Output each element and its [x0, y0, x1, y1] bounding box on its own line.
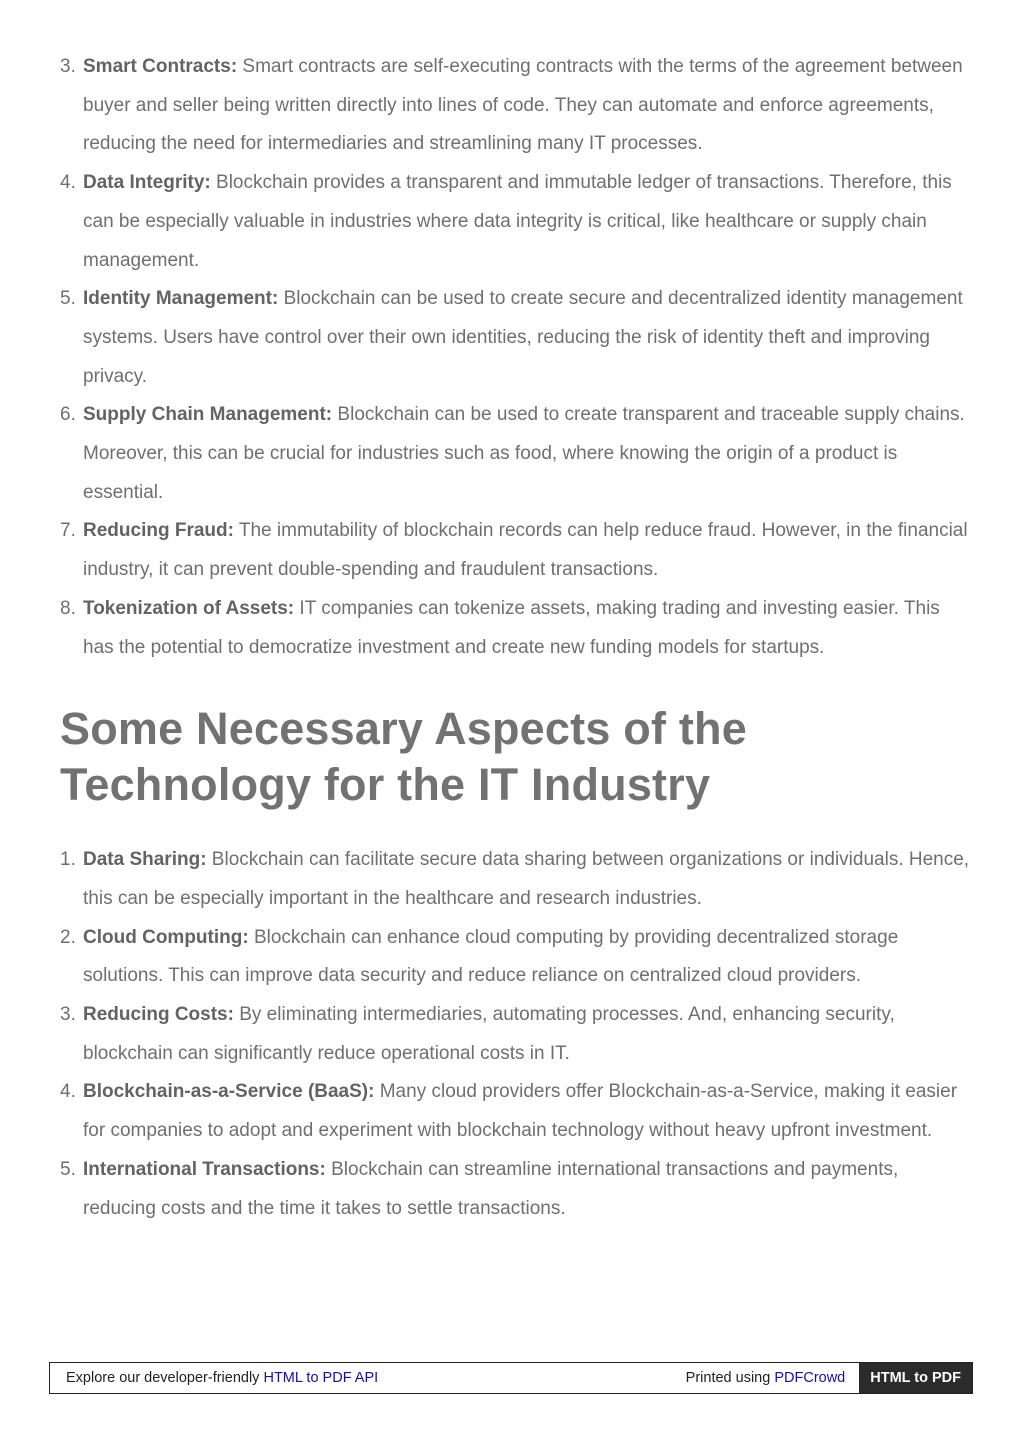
list-item [60, 512, 972, 589]
footer-printed [686, 1370, 860, 1386]
item-term: Blockchain-as-a-Service (BaaS): [83, 1081, 375, 1103]
list-item [60, 1151, 972, 1228]
footer-explore-text: Explore our developer-friendly [66, 1370, 264, 1386]
item-text: The immutability of blockchain records can help reduce fraud. However, in the financial industry, it can prevent double-spending and fraudulent transactions. [83, 520, 968, 581]
list-item [60, 396, 972, 512]
article-content [60, 48, 972, 1228]
benefits-list [60, 48, 972, 667]
list-item [60, 590, 972, 667]
item-term: Supply Chain Management: [83, 404, 333, 426]
item-text: IT companies can tokenize assets, making trading and investing easier. This has the potential to democratize investment and create new funding models for startups. [83, 597, 940, 658]
item-number: 8. [60, 597, 76, 619]
item-number: 1. [60, 849, 76, 871]
list-item [60, 1073, 972, 1150]
item-term: Reducing Fraud: [83, 520, 234, 542]
item-term: Cloud Computing: [83, 926, 249, 948]
item-text: Blockchain can be used to create transparent and traceable supply chains. Moreover, this can be crucial for industries such as food, where knowing the origin of a product is essential. [83, 404, 965, 503]
item-text: By eliminating intermediaries, automating processes. And, enhancing security, blockchain can significantly reduce operational costs in IT. [83, 1004, 895, 1064]
item-term: Data Integrity: [83, 172, 211, 194]
item-number: 7. [60, 520, 76, 542]
list-item [60, 841, 972, 918]
item-term: Data Sharing: [83, 849, 207, 871]
aspects-list [60, 841, 972, 1228]
item-term: Tokenization of Assets: [83, 597, 295, 619]
list-item [60, 280, 972, 396]
section-heading: Some Necessary Aspects of the Technology for the IT Industry [60, 703, 747, 811]
item-text: Blockchain can facilitate secure data sharing between organizations or individuals. Hence, this can be especially important in the healthcare and research industries. [83, 849, 970, 909]
item-number: 3. [60, 1004, 76, 1026]
item-text: Many cloud providers offer Blockchain-as-a-Service, making it easier for companies to adopt and experiment with blockchain technology without heavy upfront investment. [83, 1081, 958, 1142]
item-text: Blockchain provides a transparent and immutable ledger of transactions. Therefore, this can be especially valuable in industries where data integrity is critical, like healthcare or supply chain management. [83, 172, 952, 271]
item-text: Blockchain can enhance cloud computing by providing decentralized storage solutions. This can improve data security and reduce reliance on centralized cloud providers. [83, 926, 899, 987]
pdfcrowd-link[interactable]: PDFCrowd [774, 1370, 846, 1386]
list-item [60, 996, 972, 1073]
item-number: 6. [60, 404, 76, 426]
item-text: Blockchain can be used to create secure and decentralized identity management systems. Users have control over their own identities, reducing the risk of identity theft and improving privacy. [83, 288, 963, 387]
pdf-footer-bar [49, 1362, 973, 1394]
item-text: Blockchain can streamline international transactions and payments, reducing costs and the time it takes to settle transactions. [83, 1158, 899, 1219]
item-number: 2. [60, 926, 76, 948]
item-term: Identity Management: [83, 288, 279, 310]
item-number: 5. [60, 1158, 76, 1180]
item-number: 3. [60, 56, 76, 77]
footer-printed-text: Printed using [685, 1370, 775, 1386]
item-term: Smart Contracts: [83, 56, 238, 77]
item-term: International Transactions: [83, 1158, 326, 1180]
html-to-pdf-badge[interactable]: HTML to PDF [859, 1363, 972, 1393]
list-item [60, 919, 972, 996]
list-item [60, 164, 972, 280]
item-term: Reducing Costs: [83, 1004, 234, 1026]
item-text: Smart contracts are self-executing contracts with the terms of the agreement between buyer and seller being written directly into lines of code. They can automate and enforce agreements, reducing the need for intermediaries and streamlining many IT processes. [83, 56, 963, 155]
html-to-pdf-api-link[interactable]: HTML to PDF API [263, 1370, 379, 1386]
item-number: 4. [60, 172, 76, 194]
footer-explore [50, 1370, 686, 1386]
item-number: 5. [60, 288, 76, 310]
list-item [60, 48, 972, 164]
item-number: 4. [60, 1081, 76, 1103]
